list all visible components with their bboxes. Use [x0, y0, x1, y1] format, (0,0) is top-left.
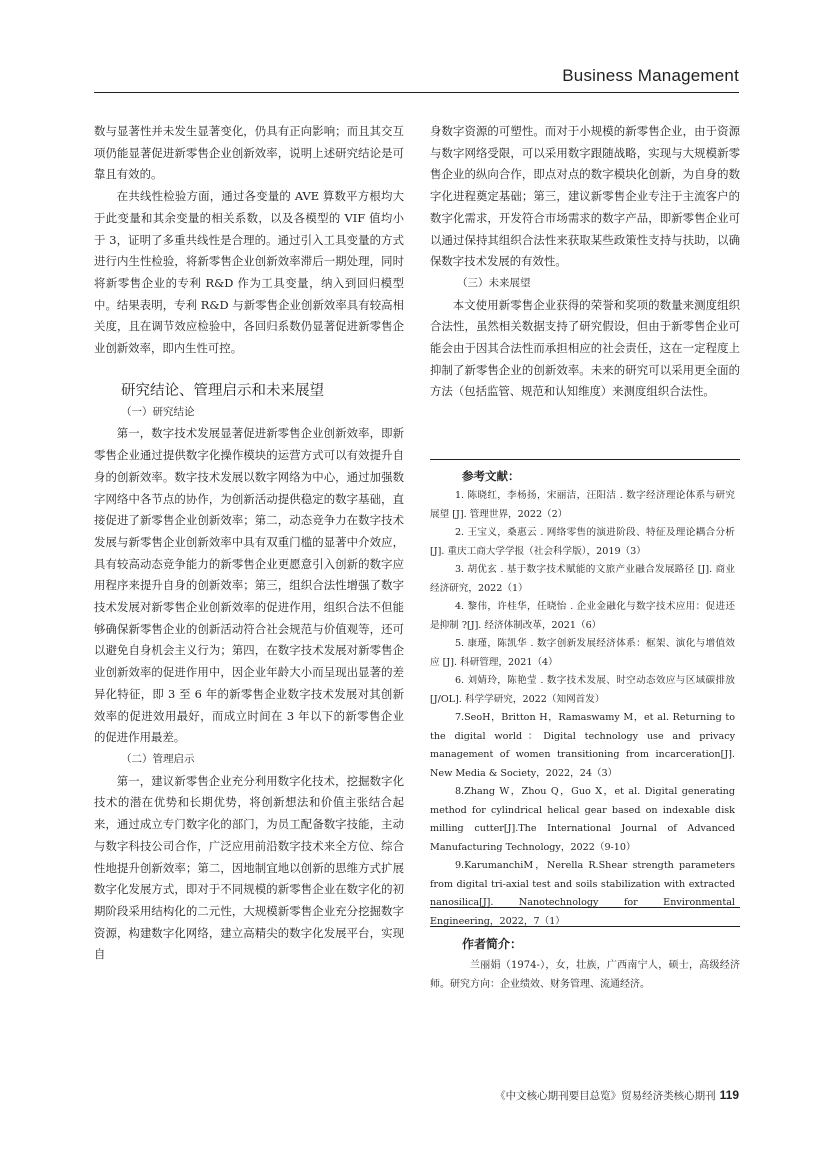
author-title: 作者简介：: [462, 937, 523, 951]
right-column: [430, 121, 740, 403]
author-bio: [430, 934, 740, 994]
divider: [430, 459, 740, 460]
reference-item: 5. 康瑾，陈凯华 . 数字创新发展经济体系：框架、演化与增值效应 [J]. 科研管理，2021（4）: [430, 638, 735, 668]
divider: [430, 926, 740, 927]
page-footer: [495, 1088, 739, 1103]
paragraph: 身数字资源的可塑性。而对于小规模的新零售企业，由于资源与数字网络受限，可以采用数字跟随战略，实现与大规模新零售企业的纵向合作，即点对点的数字模块化创新，为自身的数字化进程奠定基础；第三，建议新零售企业专注于主流客户的数字化需求，开发符合市场需求的数字产品，即新零售企业可以通过保持其组织合法性来获取某些政策性支持与扶助，以确保数字技术发展的有效性。: [430, 124, 740, 269]
reference-item: 8.Zhang W，Zhou Q，Guo X，et al. Digital generating method for cylindrical helical gear based on indexable disk milling cutter[J].The International Journal of Advanced Manufacturing Technology，2022（9-10）: [430, 786, 735, 853]
header-title: Business Management: [562, 66, 739, 85]
reference-item: 9.KarumanchiM，Nerella R.Shear strength parameters from digital tri-axial test and soils stabilization with extracted nanosilica[J]. Nanotechnology for Environmental Engineering，2022，7（1）: [430, 860, 735, 927]
reference-item: 2. 王宝义，桑惠云 . 网络零售的演进阶段、特征及理论耦合分析 [J]. 重庆工商大学学报（社会科学版），2019（3）: [430, 527, 735, 557]
references: [430, 467, 735, 931]
author-text: 兰丽娟（1974-），女，壮族，广西南宁人，硕士，高级经济师。研究方向：企业绩效、财务管理、流通经济。: [430, 960, 740, 990]
reference-item: 6. 刘婧玲，陈艳莹 . 数字技术发展、时空动态效应与区域碳排放 [J/OL]. 科学学研究，2022（知网首发）: [430, 675, 735, 705]
subsection-title: （三）未来展望: [457, 276, 531, 289]
left-column: [94, 121, 404, 966]
paragraph: 第一，数字技术发展显著促进新零售企业创新效率，即新零售企业通过提供数字化操作模块的运营方式可以有效提升自身的创新效率。数字技术发展以数字网络为中心，通过加强数字网络中各节点的协作，为创新活动提供稳定的数字基础，直接促进了新零售企业创新效率；第二，动态竞争力在数字技术发展与新零售企业创新效率中具有双重门槛的显著中介效应，具有较高动态竞争能力的新零售企业更愿意引入创新的数字应用程序来提升自身的创新效率；第三，组织合法性增强了数字技术发展对新零售企业创新效率的促进作用，组织合法不但能够确保新零售企业的创新活动符合社会规范与价值观等，还可以避免自身机会主义行为；第四，在数字技术发展对新零售企业创新效率的促进作用中，因企业年龄大小而呈现出显著的差异化特征，即 3 至 6 年的新零售企业数字技术发展对其创新效率的促进效用最好，而成立时间在 3 年以下的新零售企业的促进作用最差。: [94, 426, 404, 745]
running-header: [94, 66, 739, 93]
paragraph: 数与显著性并未发生显著变化，仍具有正向影响；而且其交互项仍能显著促进新零售企业创新效率，说明上述研究结论是可靠且有效的。: [94, 124, 404, 182]
reference-item: 1. 陈晓红，李杨扬，宋丽洁，汪阳洁 . 数字经济理论体系与研究展望 [J]. 管理世界，2022（2）: [430, 490, 735, 520]
paragraph: 第一，建议新零售企业充分利用数字化技术，挖掘数字化技术的潜在优势和长期优势，将创新想法和价值主张结合起来，通过成立专门数字化的部门，为员工配备数字技能，主动与数字科技公司合作，广泛应用前沿数字技术来全方位、综合性地提升创新效率；第二，因地制宜地以创新的思维方式扩展数字化发展方式，即对于不同规模的新零售企业在数字化的初期阶段采用结构化的二元性，大规模新零售企业充分挖掘数字资源，构建数字化网络，建立高精尖的数字化发展平台，实现自: [94, 773, 404, 962]
references-title: 参考文献：: [462, 471, 520, 483]
reference-item: 3. 胡优玄 . 基于数字技术赋能的文旅产业融合发展路径 [J]. 商业经济研究，2022（1）: [430, 564, 735, 594]
subsection-title: （二）管理启示: [121, 752, 195, 765]
divider: [430, 907, 740, 908]
paragraph: 在共线性检验方面，通过各变量的 AVE 算数平方根均大于此变量和其余变量的相关系数，以及各模型的 VIF 值均小于 3，证明了多重共线性是合理的。通过引入工具变量的方式进行内生性检验，将新零售企业创新效率滞后一期处理，同时将新零售企业的专利 R&D 作为工具变量，纳入到回归模型中。结果表明，专利 R&D 与新零售企业创新效率具有较高相关度，且在调节效应检验中，各回归系数仍显著促进新零售企业创新效率，即内生性可控。: [94, 189, 404, 356]
reference-item: 7.SeoH，Britton H，Ramaswamy M，et al. Returning to the digital world：Digital technology use and privacy management of women transitioning from incarceration[J]. New Media & Society，2022，24（3）: [430, 712, 735, 779]
section-title: 研究结论、管理启示和未来展望: [121, 382, 324, 399]
journal-name: 《中文核心期刊要目总览》贸易经济类核心期刊: [495, 1090, 716, 1102]
paragraph: 本文使用新零售企业获得的荣誉和奖项的数量来测度组织合法性，虽然相关数据支持了研究假设，但由于新零售企业可能会由于因其合法性而承担相应的社会责任，这在一定程度上抑制了新零售企业的创新效率。未来的研究可以采用更全面的方法（包括监管、规范和认知维度）来测度组织合法性。: [430, 297, 740, 399]
reference-item: 4. 黎伟，许桂华，任晓怡 . 企业金融化与数字技术应用：促进还是抑制 ?[J]. 经济体制改革，2021（6）: [430, 601, 735, 631]
page-number: 119: [719, 1088, 739, 1102]
subsection-title: （一）研究结论: [121, 405, 195, 418]
